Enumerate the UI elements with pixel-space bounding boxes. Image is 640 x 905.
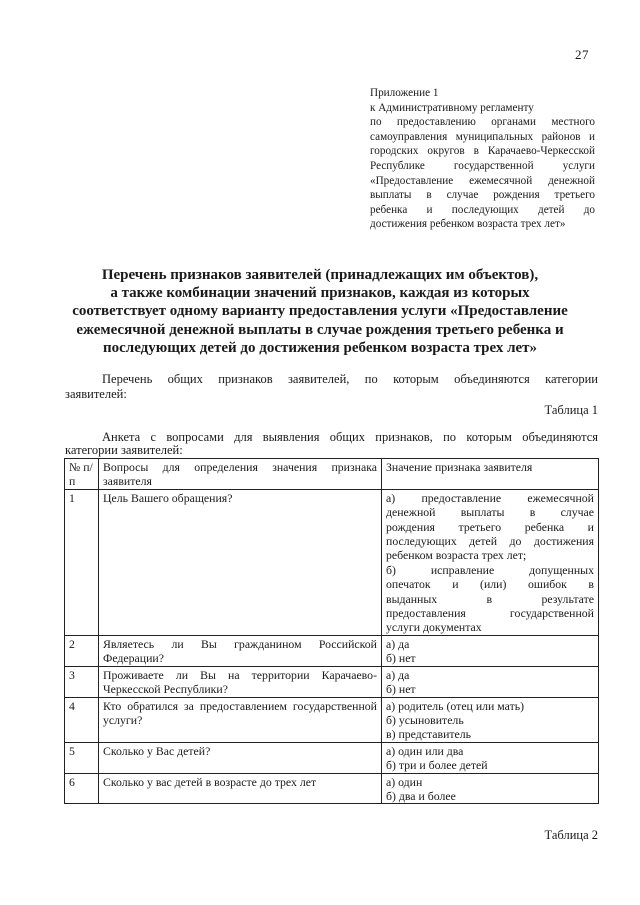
answer-line: предоставления государственной — [386, 606, 594, 621]
row-number: 3 — [65, 666, 99, 697]
answer-line: б) нет — [386, 651, 416, 666]
answer-line: денежной выплаты в случае — [386, 505, 594, 520]
row-answers — [382, 773, 599, 804]
answer-line: б) исправление допущенных — [386, 562, 594, 577]
questionnaire-intro — [65, 431, 598, 457]
title-line: соответствует одному варианту предоставления услуги «Предоставление — [72, 303, 568, 320]
answer-line: услуги документах — [386, 620, 482, 635]
row-question: Сколько у вас детей в возрасте до трех лет — [99, 773, 382, 804]
questionnaire-line: Анкета с вопросами для выявления общих признаков, по которым объединяются — [102, 430, 598, 444]
title-line: последующих детей до достижения ребенком возраста трех лет» — [102, 339, 538, 356]
page-number: 27 — [575, 47, 589, 62]
title-line: Перечень признаков заявителей (принадлежащих им объектов), — [101, 267, 539, 283]
answer-line: опечаток и (или) ошибок в — [386, 577, 594, 592]
appendix-line: выплаты в случае рождения третьего — [370, 189, 595, 202]
appendix-line: Республике государственной услуги — [370, 159, 595, 172]
answer-line: рождения третьего ребенка и — [386, 519, 594, 534]
appendix-note — [370, 86, 595, 232]
header-value: Значение признака заявителя — [382, 459, 599, 490]
header-number: № п/п — [65, 459, 99, 490]
appendix-line: городских округов в Карачаево-Черкесской — [370, 145, 595, 158]
row-number: 1 — [65, 489, 99, 635]
table-row — [65, 742, 599, 773]
answer-line: б) три и более детей — [386, 758, 488, 773]
appendix-line: достижения ребенком возраста трех лет» — [370, 218, 566, 231]
answer-line: ребенком возраста трех лет; — [386, 548, 527, 563]
document-title — [40, 266, 600, 357]
row-question: Кто обратился за предоставлением государственной услуги? — [99, 697, 382, 742]
appendix-line: Приложение 1 — [370, 87, 439, 99]
answer-line: а) да — [386, 667, 410, 682]
table-row — [65, 635, 599, 666]
table-row — [65, 773, 599, 804]
row-question: Цель Вашего обращения? — [99, 489, 382, 635]
answer-line: а) один — [386, 774, 423, 789]
answer-line: б) усыновитель — [386, 712, 464, 727]
row-answers — [382, 635, 599, 666]
intro-line: заявителей: — [65, 387, 127, 401]
header-question: Вопросы для определения значения признака заявителя — [99, 459, 382, 490]
row-answers — [382, 742, 599, 773]
signs-table — [64, 458, 599, 804]
table-2-caption: Таблица 2 — [544, 828, 598, 842]
row-answers — [382, 666, 599, 697]
answer-line: а) один или два — [386, 743, 464, 758]
row-question: Проживаете ли Вы на территории Карачаево-Черкесской Республики? — [99, 666, 382, 697]
table-1-caption: Таблица 1 — [544, 403, 598, 417]
intro-line: Перечень общих признаков заявителей, по которым объединяются категории — [102, 372, 598, 386]
answer-line: а) родитель (отец или мать) — [386, 698, 525, 713]
table-header-row — [65, 459, 599, 490]
table-row — [65, 666, 599, 697]
row-question: Сколько у Вас детей? — [99, 742, 382, 773]
answer-line: а) да — [386, 636, 410, 651]
row-number: 5 — [65, 742, 99, 773]
appendix-line: ребенка и последующих детей до — [370, 203, 595, 216]
answer-line: выданных в результате — [386, 591, 594, 606]
row-number: 4 — [65, 697, 99, 742]
row-number: 2 — [65, 635, 99, 666]
row-question: Являетесь ли Вы гражданином Российской Федерации? — [99, 635, 382, 666]
title-line: а также комбинации значений признаков, каждая из которых — [110, 285, 530, 302]
intro-paragraph — [65, 372, 598, 402]
appendix-line: самоуправления муниципальных районов и — [370, 130, 595, 143]
appendix-line: «Предоставление ежемесячной денежной — [370, 174, 595, 187]
row-answers — [382, 697, 599, 742]
table-row — [65, 697, 599, 742]
answer-line: б) нет — [386, 682, 416, 697]
answer-line: б) два и более — [386, 788, 456, 803]
row-answers — [382, 489, 599, 635]
answer-line: в) представитель — [386, 727, 472, 742]
answer-line: а) предоставление ежемесячной — [386, 490, 594, 505]
appendix-line: по предоставлению органами местного — [370, 116, 595, 129]
questionnaire-line: категории заявителей: — [65, 443, 183, 457]
appendix-line: к Административному регламенту — [370, 101, 534, 114]
answer-line: последующих детей до достижения — [386, 534, 594, 549]
title-line: ежемесячной денежной выплаты в случае рождения третьего ребенка и — [76, 321, 564, 338]
row-number: 6 — [65, 773, 99, 804]
table-row — [65, 489, 599, 635]
